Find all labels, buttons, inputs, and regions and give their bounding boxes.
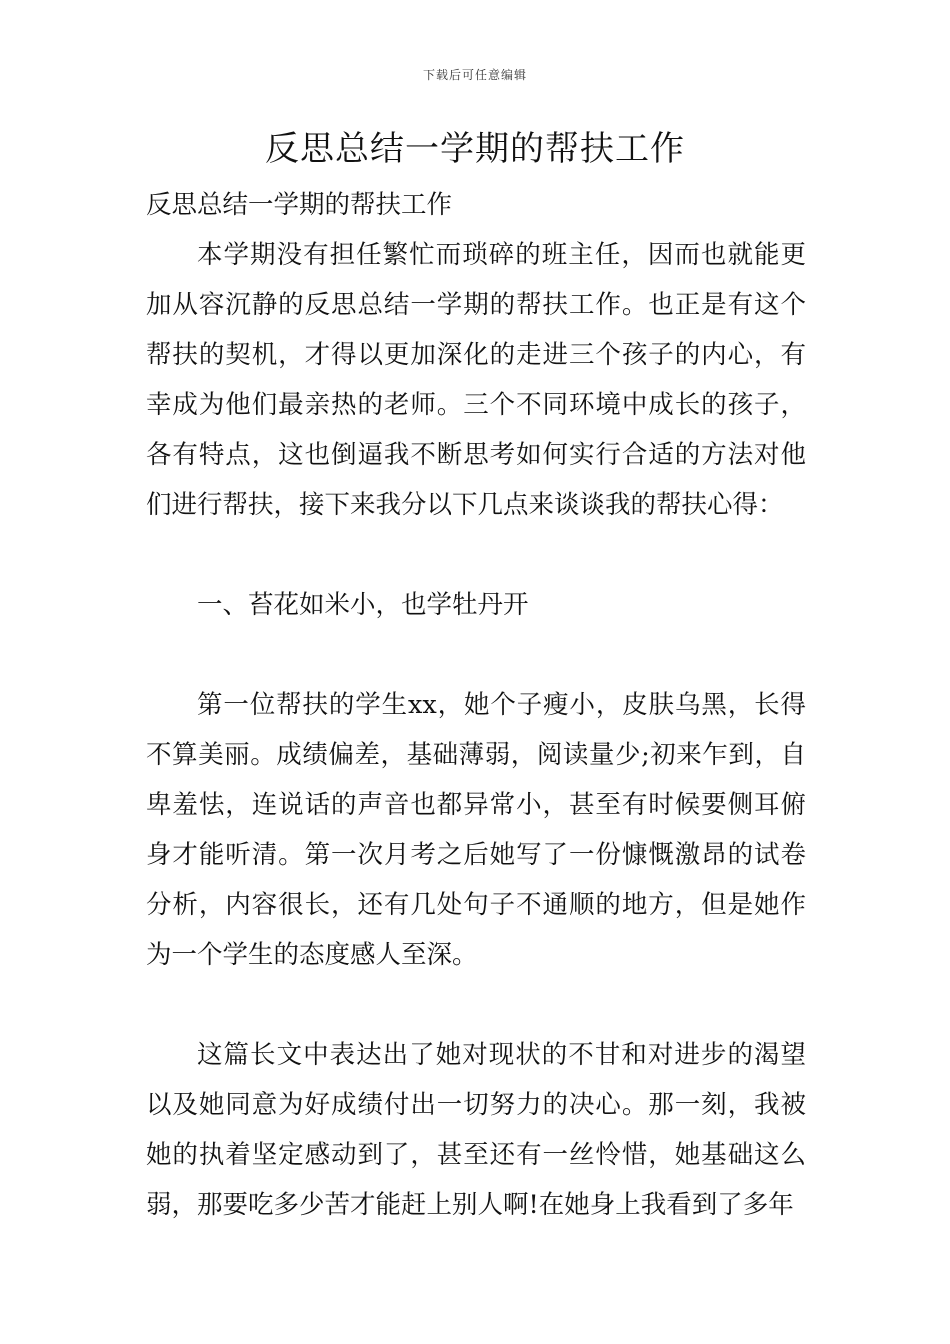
paragraph-student-1: 第一位帮扶的学生xx，她个子瘦小，皮肤乌黑，长得不算美丽。成绩偏差，基础薄弱，阅读量少;初来乍到，自卑羞怯，连说话的声音也都异常小，甚至有时候要侧耳俯身才能听清。第一次月考之后她写了一份慷慨激昂的试卷分析，内容很长，还有几处句子不通顺的地方，但是她作为一个学生的态度感人至深。 — [146, 690, 806, 970]
section-heading-1: 一、苔花如米小，也学牡丹开 — [197, 590, 529, 620]
paragraph-essay-reflection: 这篇长文中表达出了她对现状的不甘和对进步的渴望以及她同意为好成绩付出一切努力的决心。那一刻，我被她的执着坚定感动到了，甚至还有一丝怜惜，她基础这么弱，那要吃多少苦才能赶上别人啊!在她身上我看到了多年 — [146, 1040, 806, 1220]
document-body — [146, 180, 806, 1230]
document-title: 反思总结一学期的帮扶工作 — [265, 129, 685, 169]
paragraph-intro: 本学期没有担任繁忙而琐碎的班主任，因而也就能更加从容沉静的反思总结一学期的帮扶工作。也正是有这个帮扶的契机，才得以更加深化的走进三个孩子的内心，有幸成为他们最亲热的老师。三个不同环境中成长的孩子，各有特点，这也倒逼我不断思考如何实行合适的方法对他们进行帮扶，接下来我分以下几点来谈谈我的帮扶心得： — [146, 240, 806, 520]
paragraph-spacer — [146, 980, 806, 1030]
paragraph-spacer — [146, 630, 806, 680]
paragraph-spacer — [146, 530, 806, 580]
page-header-note: 下载后可任意编辑 — [422, 68, 527, 82]
document-subtitle: 反思总结一学期的帮扶工作 — [146, 190, 453, 220]
